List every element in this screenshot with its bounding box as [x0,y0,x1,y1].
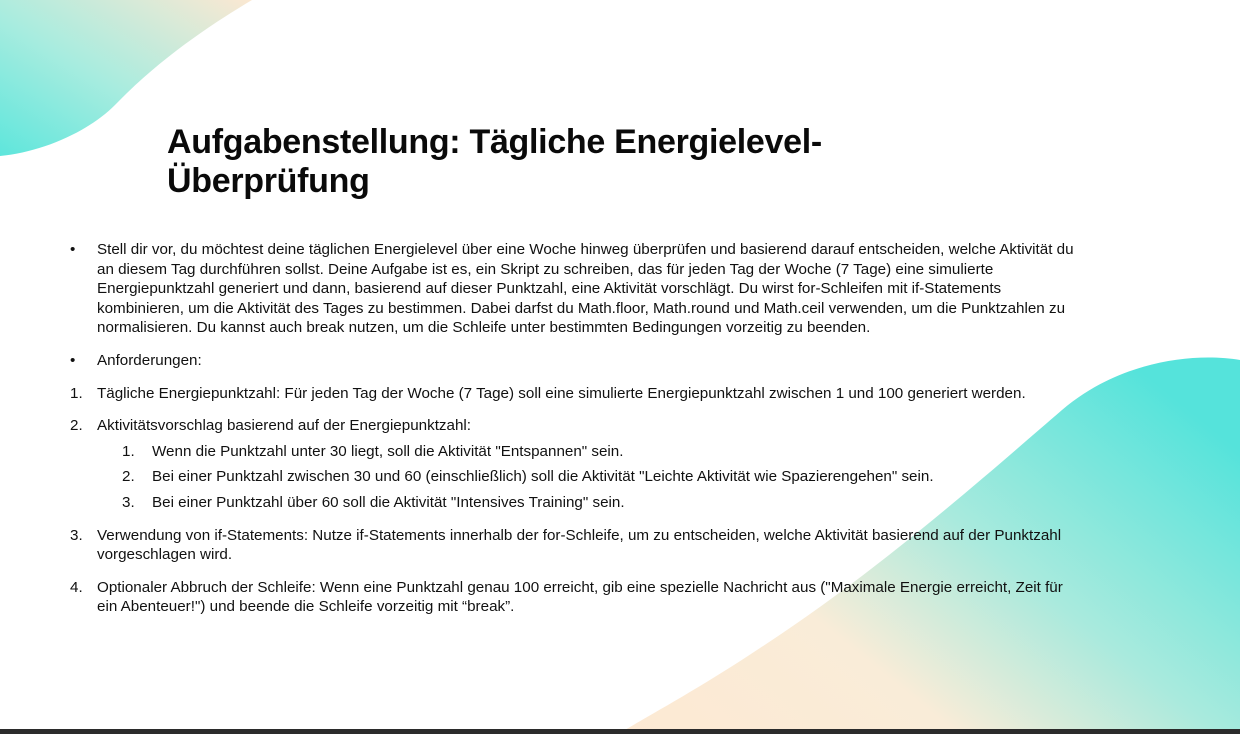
bottom-bar [0,729,1240,734]
activity-rule-text: Bei einer Punktzahl über 60 soll die Aktivität "Intensives Training" sein. [152,493,625,511]
intro-bullet [70,240,1080,338]
list-number: 3. [122,493,135,511]
activity-rules-list [97,442,1080,513]
page-title: Aufgabenstellung: Tägliche Energielevel-Überprüfung [167,123,822,200]
list-number: 4. [70,578,83,596]
requirement-item [70,416,1080,512]
activity-rule-text: Wenn die Punktzahl unter 30 liegt, soll die Aktivität "Entspannen" sein. [152,442,624,460]
requirements-label: Anforderungen: [97,351,202,369]
activity-rule-item [97,467,1080,487]
list-number: 1. [122,442,135,460]
activity-rule-item [97,442,1080,462]
requirement-item [70,384,1080,404]
requirement-text: Optionaler Abbruch der Schleife: Wenn eine Punktzahl genau 100 erreicht, gib eine spezielle Nachricht aus ("Maximale Energie erreicht, Zeit für ein Abenteuer!") und beende die Schleife vorzeitig mit “break”. [97,578,1063,616]
bullet-marker: • [70,351,76,369]
requirement-text: Aktivitätsvorschlag basierend auf der Energiepunktzahl: [97,417,471,435]
intro-text: Stell dir vor, du möchtest deine täglichen Energielevel über eine Woche hinweg überprüfen und basierend darauf entscheiden, welche Aktivität du an diesem Tag durchführen sollst. Deine Aufgabe ist es, ein Skript zu schreiben, das für jeden Tag der Woche (7 Tage) eine simulierte Energiepunktzahl generiert und dann, basierend auf dieser Punktzahl, eine Aktivität vorschlägt. Du wirst for-Schleifen mit if-Statements kombinieren, um die Aktivität des Tages zu bestimmen. Dabei darfst du Math.floor, Math.round und Math.ceil verwenden, um die Punktzahlen zu normalisieren. Du kannst auch break nutzen, um die Schleife unter bestimmten Bedingungen vorzeitig zu beenden. [97,241,1074,337]
requirement-item [70,578,1080,617]
list-number: 1. [70,384,83,402]
bullet-marker: • [70,241,76,258]
activity-rule-text: Bei einer Punktzahl zwischen 30 und 60 (einschließlich) soll die Aktivität "Leichte Aktivität wie Spazierengehen" sein. [152,468,934,486]
requirements-bullet [70,351,1080,371]
requirement-item [70,526,1080,565]
list-number: 3. [70,526,83,544]
activity-rule-item [97,493,1080,513]
requirement-text: Verwendung von if-Statements: Nutze if-Statements innerhalb der for-Schleife, um zu entscheiden, welche Aktivität basierend auf der Punktzahl vorgeschlagen wird. [97,526,1062,564]
list-number: 2. [70,417,83,435]
requirement-text: Tägliche Energiepunktzahl: Für jeden Tag der Woche (7 Tage) soll eine simulierte Energiepunktzahl zwischen 1 und 100 generiert werden. [97,384,1026,402]
task-content [70,240,1080,630]
list-number: 2. [122,468,135,486]
